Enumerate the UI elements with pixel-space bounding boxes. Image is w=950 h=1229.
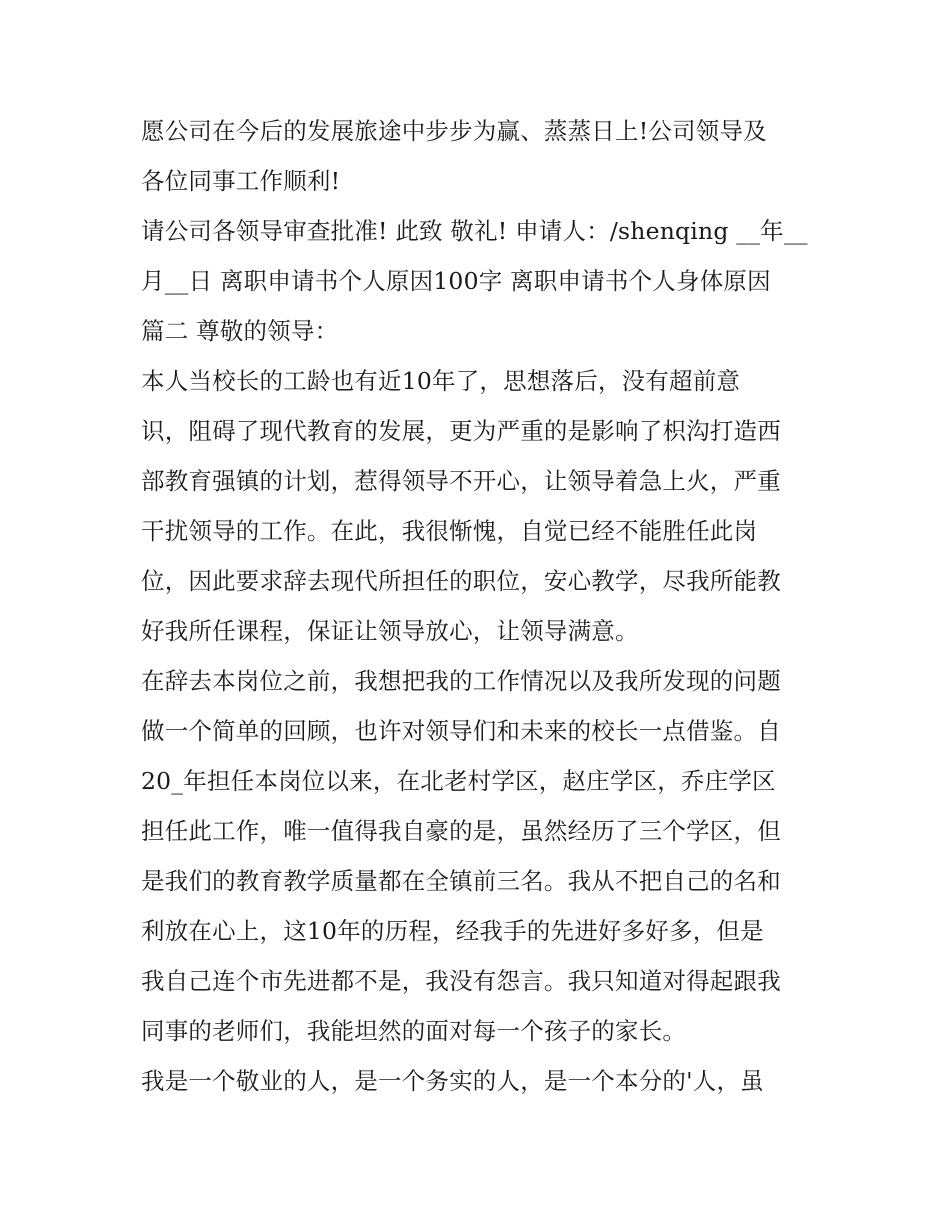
text-line: 担任此工作，唯一值得我自豪的是，虽然经历了三个学区，但 xyxy=(141,817,781,845)
text-line: 识，阻碍了现代教育的发展，更为严重的是影响了枳沟打造西 xyxy=(141,417,781,445)
text-line: 在辞去本岗位之前，我想把我的工作情况以及我所发现的问题 xyxy=(141,667,781,695)
text-line: 好我所任课程，保证让领导放心，让领导满意。 xyxy=(141,617,639,645)
text-line: 月__日 离职申请书个人原因100字 离职申请书个人身体原因 xyxy=(141,267,771,295)
text-line: 部教育强镇的计划，惹得领导不开心，让领导着急上火，严重 xyxy=(141,467,781,495)
text-line: 20_年担任本岗位以来，在北老村学区，赵庄学区，乔庄学区 xyxy=(141,767,776,795)
text-line: 利放在心上，这10年的历程，经我手的先进好多好多，但是 xyxy=(141,917,764,945)
text-line: 篇二 尊敬的领导： xyxy=(141,317,339,345)
text-line: 干扰领导的工作。在此，我很惭愧，自觉已经不能胜任此岗 xyxy=(141,517,758,545)
text-line: 做一个简单的回顾，也许对领导们和未来的校长一点借鉴。自 xyxy=(141,717,781,745)
text-line: 我是一个敬业的人，是一个务实的人，是一个本分的'人，虽 xyxy=(141,1067,764,1095)
text-line: 我自己连个市先进都不是，我没有怨言。我只知道对得起跟我 xyxy=(141,967,781,995)
document-body xyxy=(141,106,816,1106)
text-line: 本人当校长的工龄也有近10年了，思想落后，没有超前意 xyxy=(141,367,741,395)
text-line: 各位同事工作顺利! xyxy=(141,167,341,195)
text-line: 请公司各领导审查批准! 此致 敬礼! 申请人：/shenqing __年__ xyxy=(141,217,808,245)
text-line: 是我们的教育教学质量都在全镇前三名。我从不把自己的名和 xyxy=(141,867,781,895)
text-line: 位，因此要求辞去现代所担任的职位，安心教学，尽我所能教 xyxy=(141,567,781,595)
text-line: 愿公司在今后的发展旅途中步步为赢、蒸蒸日上!公司领导及 xyxy=(141,117,767,145)
text-line: 同事的老师们，我能坦然的面对每一个孩子的家长。 xyxy=(141,1017,687,1045)
